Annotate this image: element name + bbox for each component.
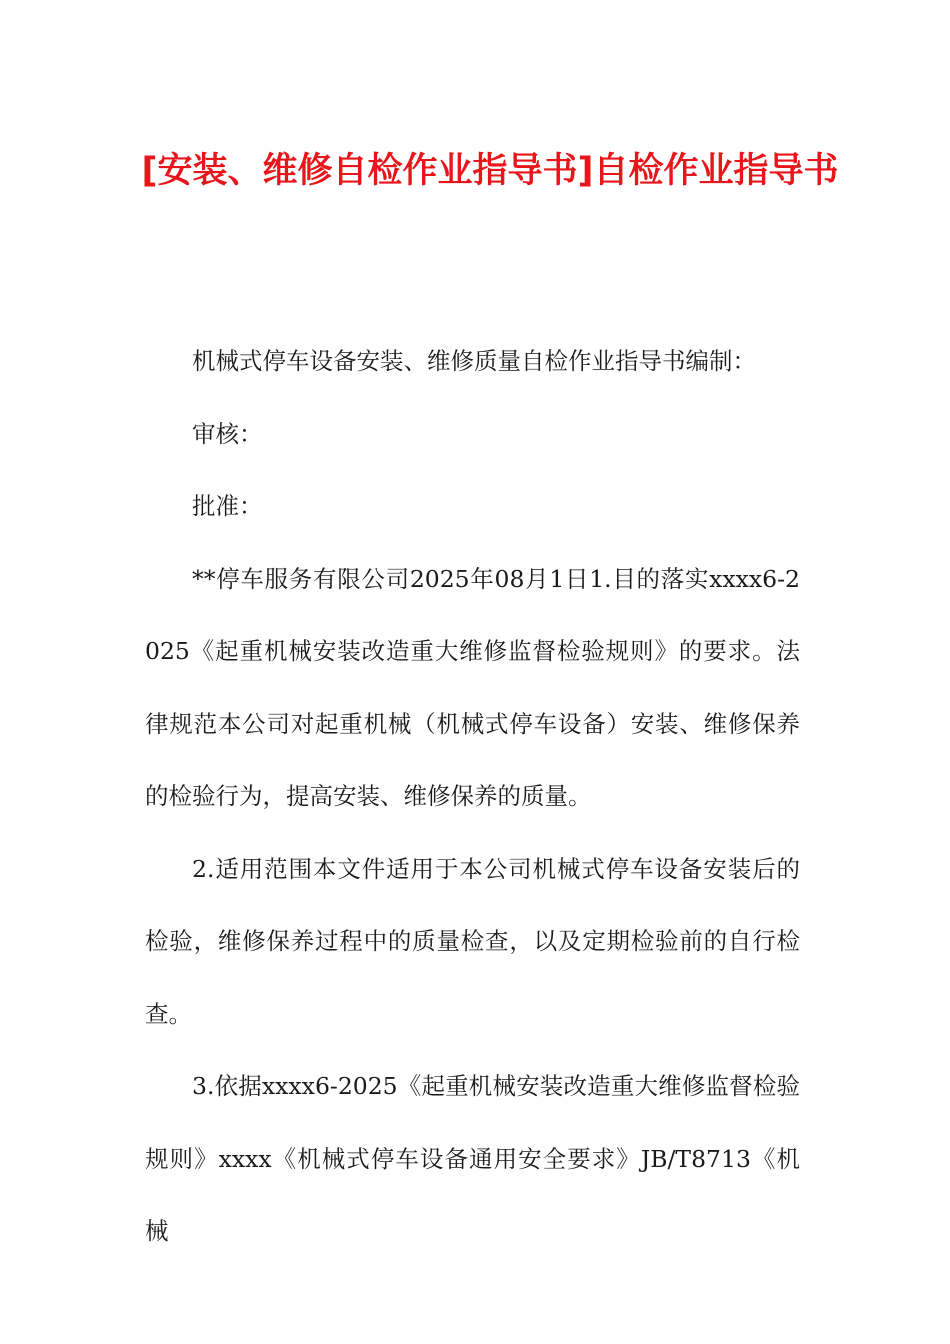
paragraph-purpose: **停车服务有限公司2025年08月1日1.目的落实xxxx6-2025《起重机械安装改造重大维修监督检验规则》的要求。法律规范本公司对起重机械（机械式停车设备）安装、维修保养的检验行为，提高安装、维修保养的质量。 <box>145 564 800 810</box>
paragraph-approve: 批准： <box>192 492 263 520</box>
paragraph-compile: 机械式停车设备安装、维修质量自检作业指导书编制： <box>192 347 756 375</box>
document-title: [安装、维修自检作业指导书]自检作业指导书 <box>141 151 839 191</box>
paragraph-scope: 2.适用范围本文件适用于本公司机械式停车设备安装后的检验，维修保养过程中的质量检查，以及定期检验前的自行检查。 <box>145 854 800 1028</box>
paragraph-review: 审核： <box>192 419 263 448</box>
paragraph-basis: 3.依据xxxx6-2025《起重机械安装改造重大维修监督检验规则》xxxx《机械式停车设备通用安全要求》JB/T8713《机械 <box>145 1072 800 1245</box>
document-body <box>145 325 800 1268</box>
